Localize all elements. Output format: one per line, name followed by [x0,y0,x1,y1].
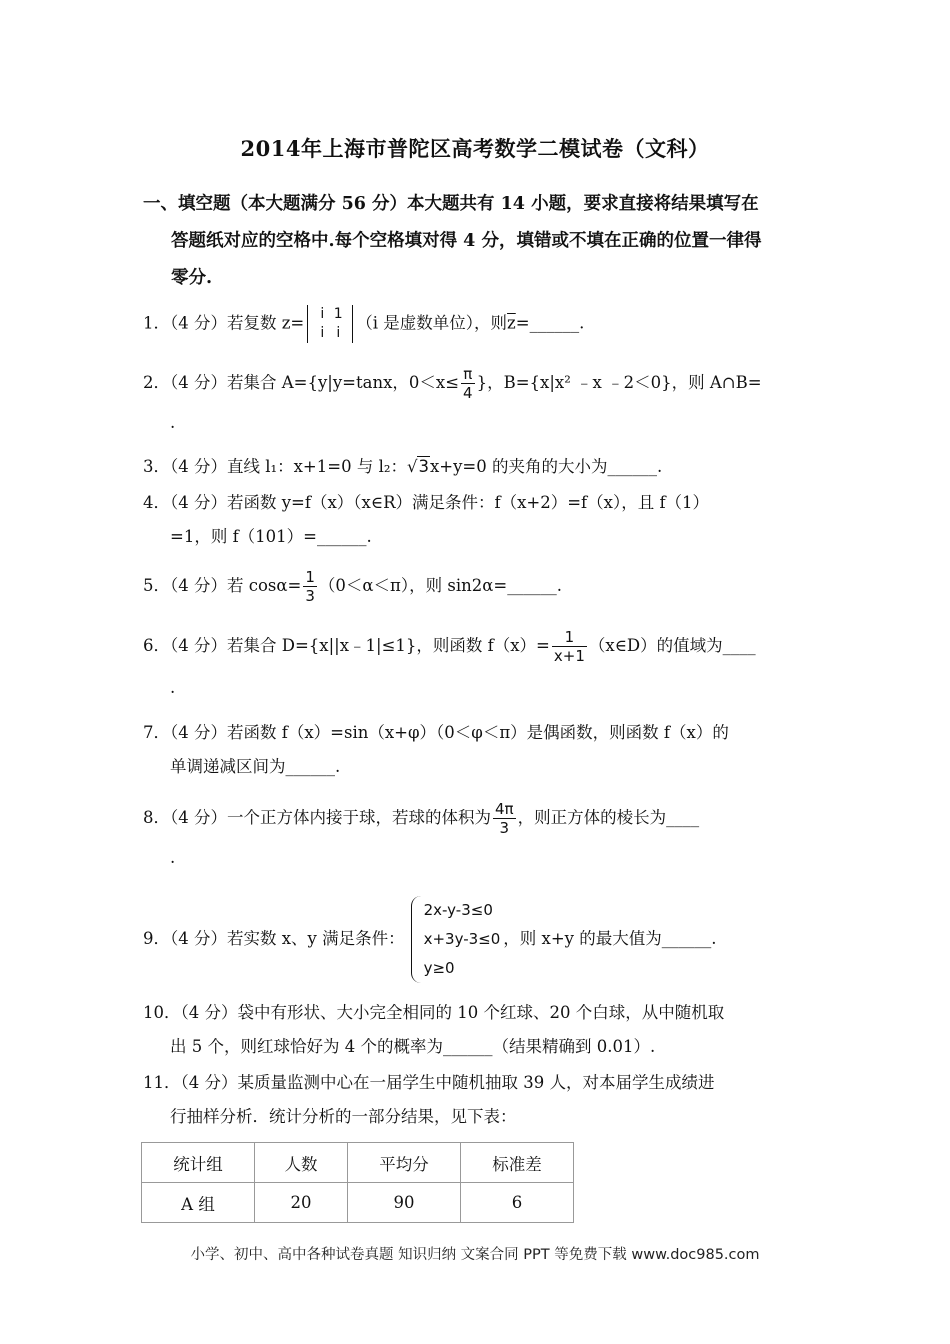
table-cell: 20 [255,1183,348,1223]
table-header-cell: 统计组 [142,1143,255,1183]
table-cell: A 组 [142,1183,255,1223]
question-2: 2．（4 分）若集合 A={y|y=tanx，0＜x≤ $\frac{\pi}{4}$ }，B={x|x² ﹣x ﹣2＜0}，则 A∩B= . [143,365,762,432]
section-line-2: 答题纸对应的空格中.每个空格填对得 4 分，填错或不填在正确的位置一律得 [171,231,762,251]
table-row [142,1183,574,1223]
question-6: 6．（4 分）若集合 D={x||x﹣1|≤1}，则函数 f（x）= $\frac{1}{x+1}$ （x∈D）的值域为____ . [143,628,756,697]
footer-watermark: 小学、初中、高中各种试卷真题 知识归纳 文案合同 PPT 等免费下载 www.doc985.com [190,1247,760,1263]
question-10: 10．（4 分）袋中有形状、大小完全相同的 10 个红球、20 个白球，从中随机取 出 5 个，则红球恰好为 4 个的概率为______（结果精确到 0.01）. [143,1003,725,1056]
question-8: 8．（4 分）一个正方体内接于球，若球的体积为 $\frac{4\pi}{3}$ ，则正方体的棱长为____ . [143,800,700,867]
section-header [143,186,808,297]
sqrt-3: √3 [406,457,429,476]
inequality-system: 2x-y-3≤0 x+3y-3≤0 y≥0 [411,896,501,983]
fraction-4pi-over-3: $\frac{4\pi}{3}$ [495,800,514,837]
section-line-1: 一、填空题（本大题满分 56 分）本大题共有 14 小题，要求直接将结果填写在 [143,194,759,214]
fraction-1-over-3: $\frac{1}{3}$ [305,568,315,605]
table-header-cell: 标准差 [461,1143,574,1183]
question-11: 11．（4 分）某质量监测中心在一届学生中随机抽取 39 人，对本届学生成绩进 行抽样分析．统计分析的一部分结果，见下表： [143,1073,715,1126]
conjugate-z: $\overline{z}$ [507,313,516,333]
table-header-row [142,1143,574,1183]
question-9: 9．（4 分）若实数 x、y 满足条件： 2x-y-3≤0 x+3y-3≤0 y≥0 ，则 x+y 的最大值为______. [143,896,811,983]
fraction-1-over-x-plus-1: $\frac{1}{x+1}$ [553,628,585,665]
table-cell: 90 [348,1183,461,1223]
table-header-cell: 人数 [255,1143,348,1183]
question-3: 3．（4 分）直线 l₁：x+1=0 与 l₂：√3x+y=0 的夹角的大小为______. [143,457,663,476]
table-header-cell: 平均分 [348,1143,461,1183]
determinant: i 1 i i [307,305,353,343]
question-5: 5．（4 分）若 cosα= $\frac{1}{3}$ （0＜α＜π），则 sin2α=______. [143,568,562,605]
question-1: 1．（4 分）若复数 z= i 1 i i（i 是虚数单位），则$\overline{z}=\_\_\_\_\_\_$. [143,306,585,341]
fraction-pi-over-4: $\frac{\pi}{4}$ [463,365,473,402]
section-line-3: 零分. [171,268,213,288]
table-cell: 6 [461,1183,574,1223]
question-4: 4．（4 分）若函数 y=f（x）（x∈R）满足条件：f（x+2）=f（x），且 f（1） =1，则 f（101）=______. [143,493,710,546]
stats-table [141,1142,574,1223]
page-title: 2014年上海市普陀区高考数学二模试卷（文科） [240,136,710,161]
question-7: 7．（4 分）若函数 f（x）=sin（x+φ）（0＜φ＜π）是偶函数，则函数 f（x）的 单调递减区间为______. [143,723,729,776]
